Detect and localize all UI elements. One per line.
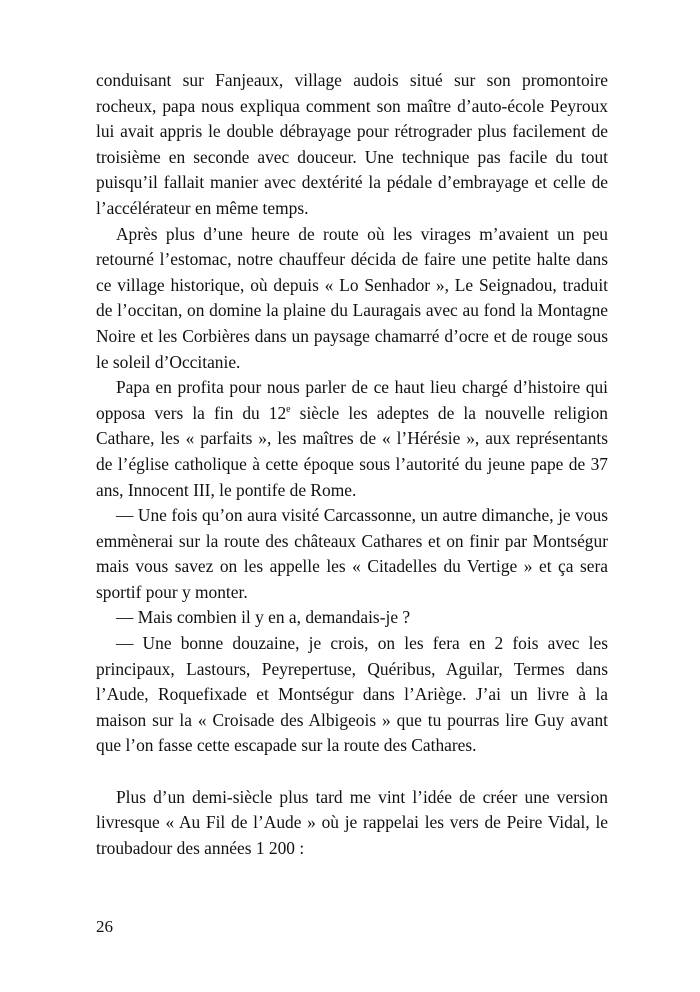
paragraph-histoire-end: siècle les adeptes de la nouvelle religion Cathare, les « parfaits », les maîtres de « l’Hérésie », aux représentants de l’église catholique à cette époque sous l’autorité du jeune pape de 37 ans, Innocent III, le pontife de Rome.: [96, 402, 608, 500]
page-number: 26: [96, 917, 113, 936]
paragraph-fanjeaux: conduisant sur Fanjeaux, village audois situé sur son promontoire rocheux, papa nous expliqua comment son maître d’auto-école Peyroux lui avait appris le double débrayage pour rétrograder plus facilement de troisième en seconde avec douceur. Une technique pas facile du tout puisqu’il fallait manier avec dextérité la pédale d’embrayage et celle de l’accélérateur en même temps.: [96, 70, 608, 218]
paragraph-demi-siecle: Plus d’un demi-siècle plus tard me vint l’idée de créer une version livresque « Au Fil de l’Aude » où je rappelai les vers de Peire Vidal, le troubadour des années 1 200 :: [96, 786, 608, 858]
dialogue-carcassonne: — Une fois qu’on aura visité Carcassonne, un autre dimanche, je vous emmènerai sur la route des châteaux Cathares et on finir par Montségur mais vous savez on les appelle les « Citadelles du Vertige » et ça sera sportif pour y monter.: [96, 505, 608, 602]
paragraph-histoire: [96, 375, 608, 503]
paragraph-histoire-start: Papa en profita pour nous parler de ce haut lieu chargé d’histoire qui opposa vers la fin du 12: [96, 377, 608, 423]
page-body: [96, 68, 608, 861]
dialogue-douzaine: — Une bonne douzaine, je crois, on les fera en 2 fois avec les principaux, Lastours, Peyrepertuse, Quéribus, Aguilar, Termes dans l’Aude, Roquefixade et Montségur dans l’Ariège. J’ai un livre à la maison sur la « Croisade des Albigeois » que tu pourras lire Guy avant que l’on fasse cette escapade sur la route des Cathares.: [96, 633, 608, 756]
superscript-e: e: [286, 403, 291, 415]
paragraph-halte: Après plus d’une heure de route où les virages m’avaient un peu retourné l’estomac, notre chauffeur décida de faire une petite halte dans ce village historique, où depuis « Lo Senhador », Le Seignadou, traduit de l’occitan, on domine la plaine du Lauragais avec au fond la Montagne Noire et les Corbières dans un paysage chamarré d’ocre et de rouge sous le soleil d’Occitanie.: [96, 223, 608, 372]
dialogue-question: — Mais combien il y en a, demandais-je ?: [116, 607, 411, 628]
